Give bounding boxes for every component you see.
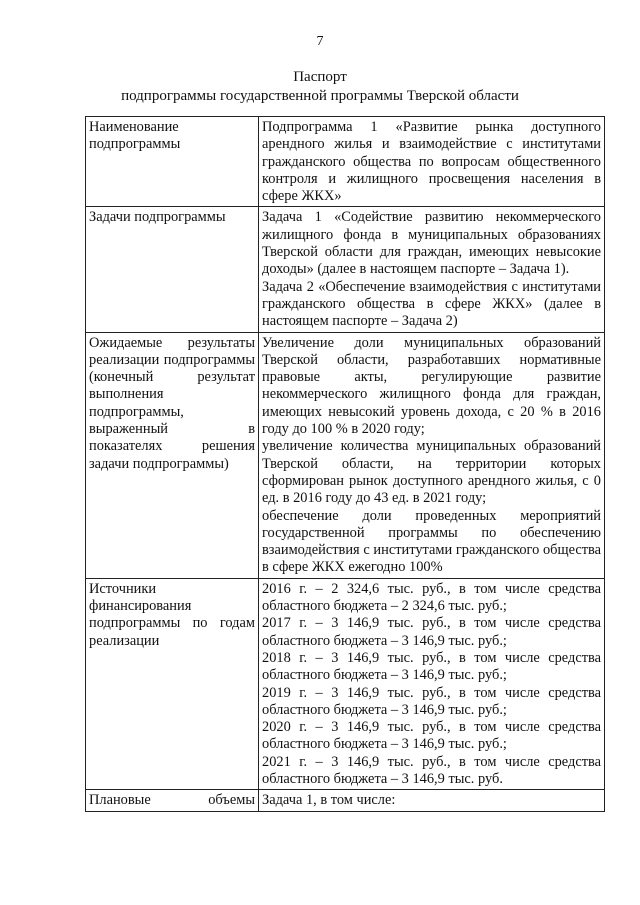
paragraph: Задача 1 «Содействие развитию некоммерческого жилищного фонда в муниципальных образованиях Тверской области для граждан, имеющих невысокие доходы» (далее в настоящем паспорте – Задача 1). bbox=[262, 209, 601, 278]
row-content bbox=[259, 117, 605, 207]
document-title bbox=[0, 68, 640, 106]
row-content bbox=[259, 207, 605, 332]
paragraph: Подпрограмма 1 «Развитие рынка доступного арендного жилья и взаимодействие с институтами гражданского общества по вопросам общественного контроля и жилищного просвещения населения в сфере ЖКХ» bbox=[262, 119, 601, 205]
paragraph: увеличение количества муниципальных образований Тверской области, на территории которых сформирован рынок доступного арендного жилья, с 0 ед. в 2016 году до 43 ед. в 2021 году; bbox=[262, 438, 601, 507]
table-row bbox=[86, 117, 605, 207]
title-line-1: Паспорт bbox=[293, 69, 347, 85]
table-row bbox=[86, 578, 605, 790]
paragraph: 2016 г. – 2 324,6 тыс. руб., в том числе средства областного бюджета – 2 324,6 тыс. руб.; bbox=[262, 580, 601, 615]
paragraph: 2017 г. – 3 146,9 тыс. руб., в том числе средства областного бюджета – 3 146,9 тыс. руб.; bbox=[262, 615, 601, 649]
table-row bbox=[86, 207, 605, 332]
row-label: Источники финансирования подпрограммы по годам реализации bbox=[86, 578, 259, 790]
paragraph: 2021 г. – 3 146,9 тыс. руб., в том числе средства областного бюджета – 3 146,9 тыс. руб. bbox=[262, 753, 601, 787]
row-label: Задачи подпрограммы bbox=[86, 207, 259, 332]
row-content bbox=[259, 790, 605, 811]
paragraph: Увеличение доли муниципальных образований Тверской области, разработавших нормативные правовые акты, регулирующие развитие некоммерческого жилищного фонда для граждан, имеющих невысокий уровень дохода, с 20 % в 2016 году до 100 % в 2020 году; bbox=[262, 334, 601, 438]
paragraph: 2018 г. – 3 146,9 тыс. руб., в том числе средства областного бюджета – 3 146,9 тыс. руб.; bbox=[262, 649, 601, 684]
paragraph: обеспечение доли проведенных мероприятий государственной программы по обеспечению взаимодействия с институтами гражданского общества в сфере ЖКХ ежегодно 100% bbox=[262, 507, 601, 576]
row-content bbox=[259, 578, 605, 790]
row-label: Наименование подпрограммы bbox=[86, 117, 259, 207]
row-label: Ожидаемые результаты реализации подпрограммы (конечный результат выполнения подпрограммы, выраженный в показателях решения задачи подпрограммы) bbox=[86, 332, 259, 578]
page-number: 7 bbox=[316, 34, 324, 49]
row-label: Плановые объемы bbox=[86, 790, 259, 811]
paragraph: Задача 2 «Обеспечение взаимодействия с институтами гражданского общества в сфере ЖКХ» (далее в настоящем паспорте – Задача 2) bbox=[262, 278, 601, 330]
paragraph: Задача 1, в том числе: bbox=[262, 792, 396, 809]
row-content bbox=[259, 332, 605, 578]
title-line-2: подпрограммы государственной программы Тверской области bbox=[121, 88, 519, 104]
passport-table bbox=[85, 116, 605, 812]
paragraph: 2020 г. – 3 146,9 тыс. руб., в том числе средства областного бюджета – 3 146,9 тыс. руб.; bbox=[262, 719, 601, 753]
table-row bbox=[86, 332, 605, 578]
table-row bbox=[86, 790, 605, 811]
paragraph: 2019 г. – 3 146,9 тыс. руб., в том числе средства областного бюджета – 3 146,9 тыс. руб.; bbox=[262, 684, 601, 718]
